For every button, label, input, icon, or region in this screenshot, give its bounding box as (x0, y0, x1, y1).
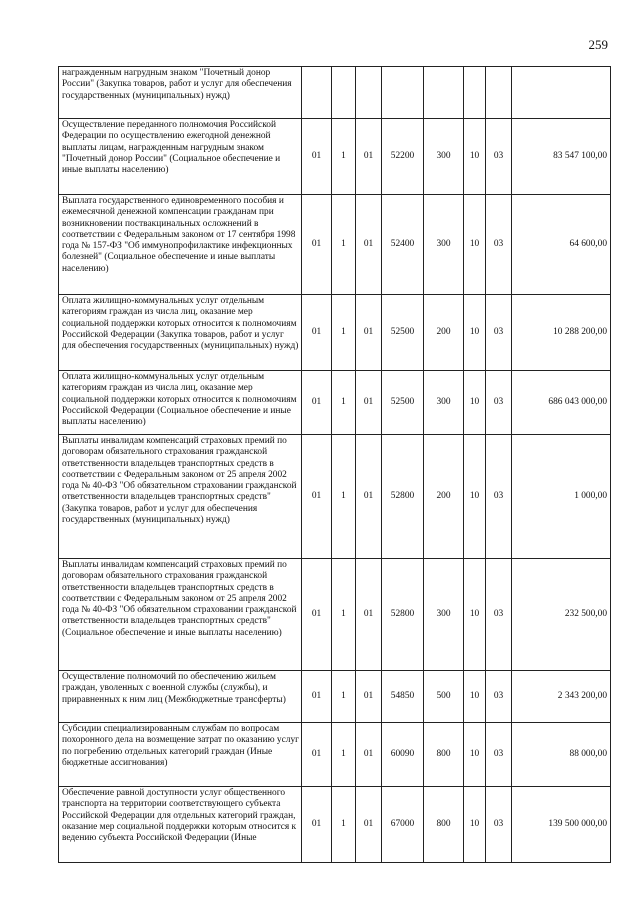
code-2: 1 (332, 723, 356, 787)
row-description: Обеспечение равной доступности услуг общественного транспорта на территории соответствующего субъекта Российской Федерации для отдельных категорий граждан, оказание мер социальной поддержки которым относится к ведению субъекта Российской Федерации (Иные (59, 787, 302, 863)
code-3 (356, 67, 382, 119)
budget-table-body (59, 67, 611, 863)
code-expense-type: 300 (424, 371, 464, 435)
code-2: 1 (332, 787, 356, 863)
code-2 (332, 67, 356, 119)
row-description: Субсидии специализированным службам по вопросам похоронного дела на возмещение затрат по оказанию услуг по погребению отдельных категорий граждан (Иные бюджетные ассигнования) (59, 723, 302, 787)
row-amount: 64 600,00 (512, 195, 611, 295)
code-target-article: 60090 (382, 723, 424, 787)
code-section: 10 (464, 559, 486, 671)
code-3: 01 (356, 295, 382, 371)
code-2: 1 (332, 559, 356, 671)
code-3: 01 (356, 723, 382, 787)
code-subsection: 03 (486, 295, 512, 371)
code-section: 10 (464, 435, 486, 559)
row-amount: 88 000,00 (512, 723, 611, 787)
code-expense-type: 300 (424, 559, 464, 671)
row-description: Выплата государственного единовременного пособия и ежемесячной денежной компенсации гражданам при возникновении поствакцинальных осложнений в соответствии с Федеральным законом от 17 сентября 1998 года № 157-ФЗ "Об иммунопрофилактике инфекционных болезней" (Социальное обеспечение и иные выплаты населению) (59, 195, 302, 295)
row-amount: 232 500,00 (512, 559, 611, 671)
code-2: 1 (332, 195, 356, 295)
table-row (59, 787, 611, 863)
code-1: 01 (302, 119, 332, 195)
code-expense-type: 200 (424, 435, 464, 559)
code-subsection: 03 (486, 671, 512, 723)
code-target-article (382, 67, 424, 119)
code-1 (302, 67, 332, 119)
table-row (59, 435, 611, 559)
row-description: Осуществление полномочий по обеспечению жильем граждан, уволенных с военной службы (службы), и приравненных к ним лиц (Межбюджетные трансферты) (59, 671, 302, 723)
code-3: 01 (356, 371, 382, 435)
code-section: 10 (464, 371, 486, 435)
code-2: 1 (332, 671, 356, 723)
code-3: 01 (356, 435, 382, 559)
code-section: 10 (464, 295, 486, 371)
row-description: Оплата жилищно-коммунальных услуг отдельным категориям граждан из числа лиц, оказание мер социальной поддержки которых относится к полномочиям Российской Федерации (Закупка товаров, работ и услуг для обеспечения государственных (муниципальных) нужд) (59, 295, 302, 371)
code-target-article: 52200 (382, 119, 424, 195)
code-subsection (486, 67, 512, 119)
code-expense-type: 300 (424, 119, 464, 195)
code-2: 1 (332, 295, 356, 371)
row-amount (512, 67, 611, 119)
table-row (59, 671, 611, 723)
code-1: 01 (302, 559, 332, 671)
code-1: 01 (302, 787, 332, 863)
code-subsection: 03 (486, 435, 512, 559)
code-expense-type: 500 (424, 671, 464, 723)
row-amount: 2 343 200,00 (512, 671, 611, 723)
code-3: 01 (356, 787, 382, 863)
code-target-article: 52400 (382, 195, 424, 295)
table-row (59, 559, 611, 671)
code-1: 01 (302, 371, 332, 435)
table-row (59, 119, 611, 195)
code-2: 1 (332, 435, 356, 559)
row-description: Выплаты инвалидам компенсаций страховых премий по договорам обязательного страхования гражданской ответственности владельцев транспортных средств в соответствии с Федеральным законом от 25 апреля 2002 года № 40-ФЗ "Об обязательном страховании гражданской ответственности владельцев транспортных средств" (Закупка товаров, работ и услуг для обеспечения государственных (муниципальных) нужд) (59, 435, 302, 559)
table-row (59, 295, 611, 371)
code-target-article: 52800 (382, 559, 424, 671)
code-section: 10 (464, 195, 486, 295)
row-amount: 139 500 000,00 (512, 787, 611, 863)
code-subsection: 03 (486, 787, 512, 863)
code-subsection: 03 (486, 723, 512, 787)
code-expense-type (424, 67, 464, 119)
code-1: 01 (302, 671, 332, 723)
table-row (59, 371, 611, 435)
code-target-article: 52500 (382, 371, 424, 435)
code-1: 01 (302, 723, 332, 787)
code-section: 10 (464, 723, 486, 787)
code-1: 01 (302, 195, 332, 295)
code-3: 01 (356, 671, 382, 723)
page-number: 259 (588, 37, 608, 52)
row-description: Выплаты инвалидам компенсаций страховых премий по договорам обязательного страхования гражданской ответственности владельцев транспортных средств в соответствии с Федеральным законом от 25 апреля 2002 года № 40-ФЗ "Об обязательном страховании гражданской ответственности владельцев транспортных средств" (Социальное обеспечение и иные выплаты населению) (59, 559, 302, 671)
table-row (59, 195, 611, 295)
code-3: 01 (356, 119, 382, 195)
row-amount: 83 547 100,00 (512, 119, 611, 195)
code-1: 01 (302, 435, 332, 559)
code-section (464, 67, 486, 119)
code-section: 10 (464, 671, 486, 723)
code-section: 10 (464, 787, 486, 863)
row-amount: 10 288 200,00 (512, 295, 611, 371)
code-3: 01 (356, 195, 382, 295)
code-2: 1 (332, 119, 356, 195)
code-subsection: 03 (486, 371, 512, 435)
table-row (59, 723, 611, 787)
code-target-article: 54850 (382, 671, 424, 723)
code-section: 10 (464, 119, 486, 195)
code-3: 01 (356, 559, 382, 671)
code-1: 01 (302, 295, 332, 371)
code-subsection: 03 (486, 119, 512, 195)
code-expense-type: 800 (424, 787, 464, 863)
code-2: 1 (332, 371, 356, 435)
code-target-article: 67000 (382, 787, 424, 863)
code-expense-type: 300 (424, 195, 464, 295)
row-amount: 686 043 000,00 (512, 371, 611, 435)
table-row (59, 67, 611, 119)
code-expense-type: 800 (424, 723, 464, 787)
row-description: награжденным нагрудным знаком "Почетный донор России" (Закупка товаров, работ и услуг для обеспечения государственных (муниципальных) нужд) (59, 67, 302, 119)
code-expense-type: 200 (424, 295, 464, 371)
row-amount: 1 000,00 (512, 435, 611, 559)
code-target-article: 52500 (382, 295, 424, 371)
row-description: Оплата жилищно-коммунальных услуг отдельным категориям граждан из числа лиц, оказание мер социальной поддержки которых относится к полномочиям Российской Федерации (Социальное обеспечение и иные выплаты населению) (59, 371, 302, 435)
row-description: Осуществление переданного полномочия Российской Федерации по осуществлению ежегодной денежной выплаты лицам, награжденным нагрудным знаком "Почетный донор России" (Социальное обеспечение и иные выплаты населению) (59, 119, 302, 195)
code-target-article: 52800 (382, 435, 424, 559)
budget-table (58, 66, 611, 863)
code-subsection: 03 (486, 195, 512, 295)
code-subsection: 03 (486, 559, 512, 671)
